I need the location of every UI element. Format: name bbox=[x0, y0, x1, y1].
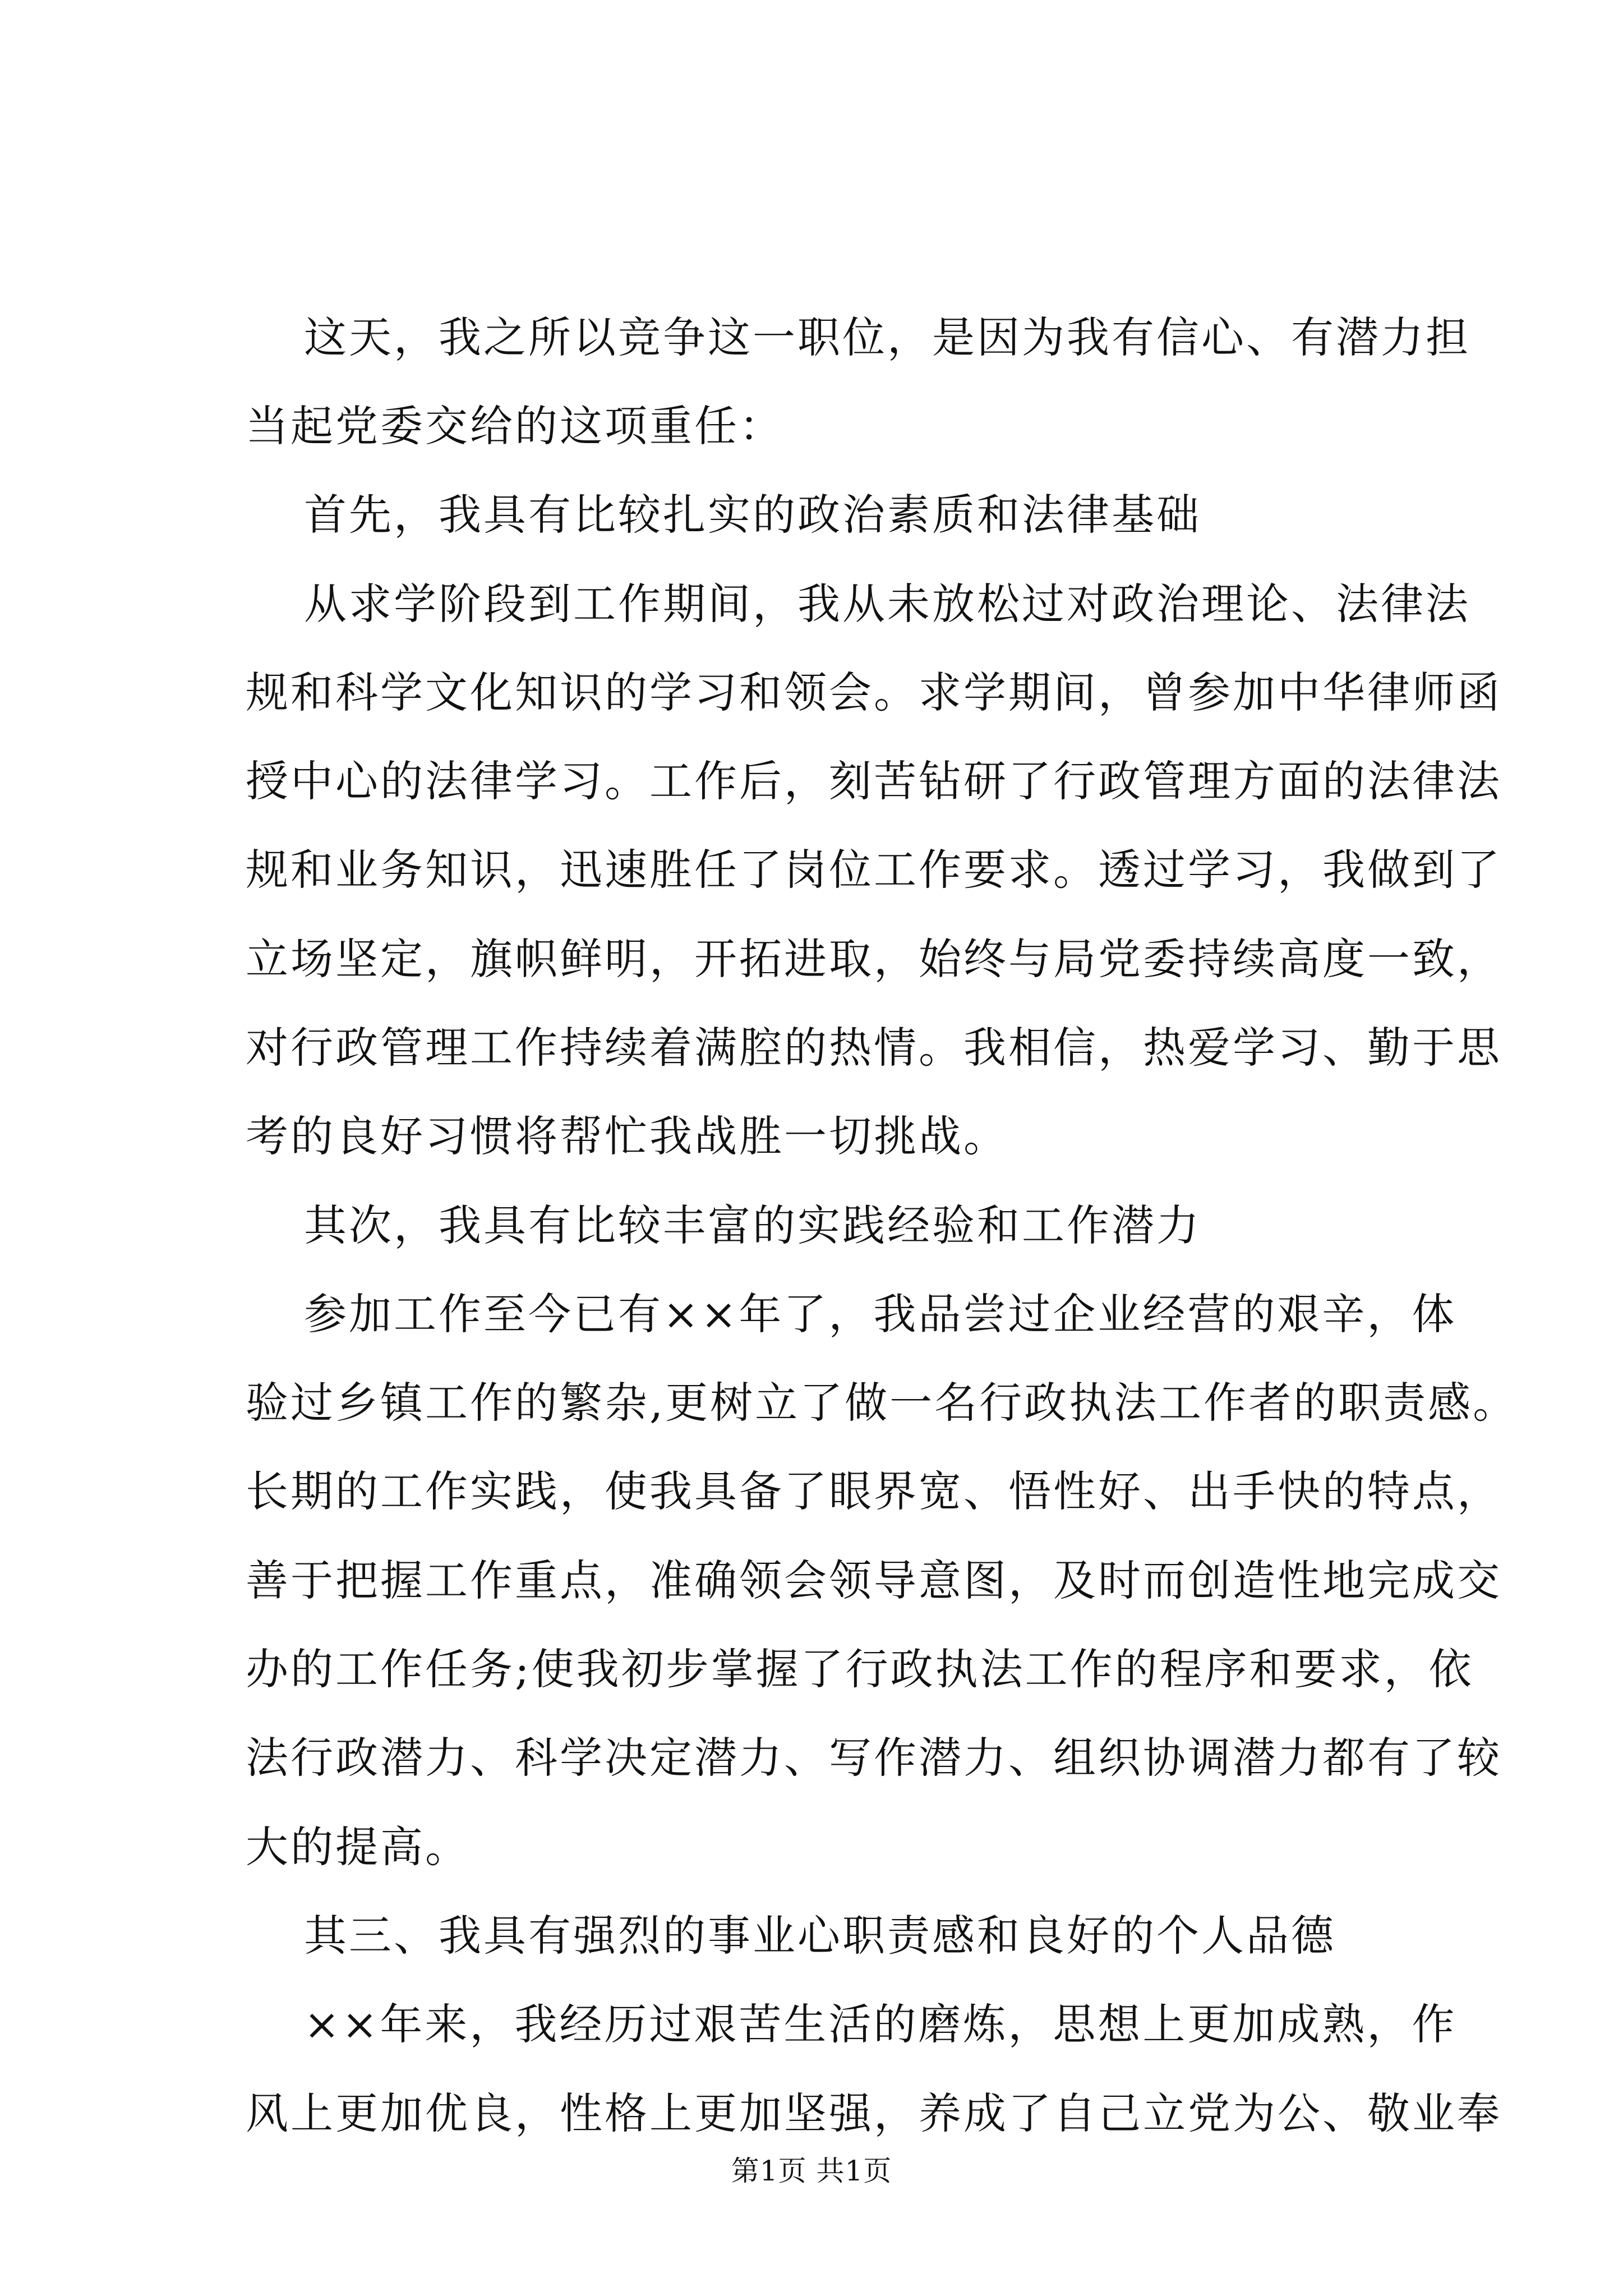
text-line: 立场坚定，旗帜鲜明，开拓进取，始终与局党委持续高度一致， bbox=[246, 934, 1502, 984]
text-line: ××年来，我经历过艰苦生活的磨炼，思想上更加成熟，作 bbox=[304, 1999, 1457, 2049]
text-line: 办的工作任务;使我初步掌握了行政执法工作的程序和要求，依 bbox=[246, 1644, 1474, 1694]
text-line: 验过乡镇工作的繁杂,更树立了做一名行政执法工作者的职责感。 bbox=[246, 1378, 1518, 1428]
section-heading: 首先，我具有比较扎实的政治素质和法律基础 bbox=[304, 490, 1201, 540]
text-line: 参加工作至今已有××年了，我品尝过企业经营的艰辛，体 bbox=[304, 1289, 1457, 1339]
text-line: 考的良好习惯将帮忙我战胜一切挑战。 bbox=[246, 1111, 1008, 1161]
section-heading: 其次，我具有比较丰富的实践经验和工作潜力 bbox=[304, 1200, 1201, 1250]
text-line: 这天，我之所以竞争这一职位，是因为我有信心、有潜力担 bbox=[304, 312, 1470, 362]
text-line: 授中心的法律学习。工作后，刻苦钻研了行政管理方面的法律法 bbox=[246, 756, 1502, 806]
text-line: 善于把握工作重点，准确领会领导意图，及时而创造性地完成交 bbox=[246, 1556, 1502, 1605]
text-line: 法行政潜力、科学决定潜力、写作潜力、组织协调潜力都有了较 bbox=[246, 1733, 1502, 1783]
text-line: 从求学阶段到工作期间，我从未放松过对政治理论、法律法 bbox=[304, 579, 1470, 629]
page-number-footer: 第1页 共1页 bbox=[731, 2155, 892, 2187]
text-line: 长期的工作实践，使我具备了眼界宽、悟性好、出手快的特点， bbox=[246, 1466, 1502, 1516]
text-line: 大的提高。 bbox=[246, 1822, 470, 1872]
text-line: 对行政管理工作持续着满腔的热情。我相信，热爱学习、勤于思 bbox=[246, 1023, 1502, 1073]
text-line: 风上更加优良，性格上更加坚强，养成了自己立党为公、敬业奉 bbox=[246, 2088, 1502, 2138]
section-heading: 其三、我具有强烈的事业心职责感和良好的个人品德 bbox=[304, 1911, 1336, 1961]
text-line: 规和业务知识，迅速胜任了岗位工作要求。透过学习，我做到了 bbox=[246, 845, 1502, 895]
text-line: 规和科学文化知识的学习和领会。求学期间，曾参加中华律师函 bbox=[246, 668, 1502, 717]
text-line: 当起党委交给的这项重任： bbox=[246, 401, 784, 451]
